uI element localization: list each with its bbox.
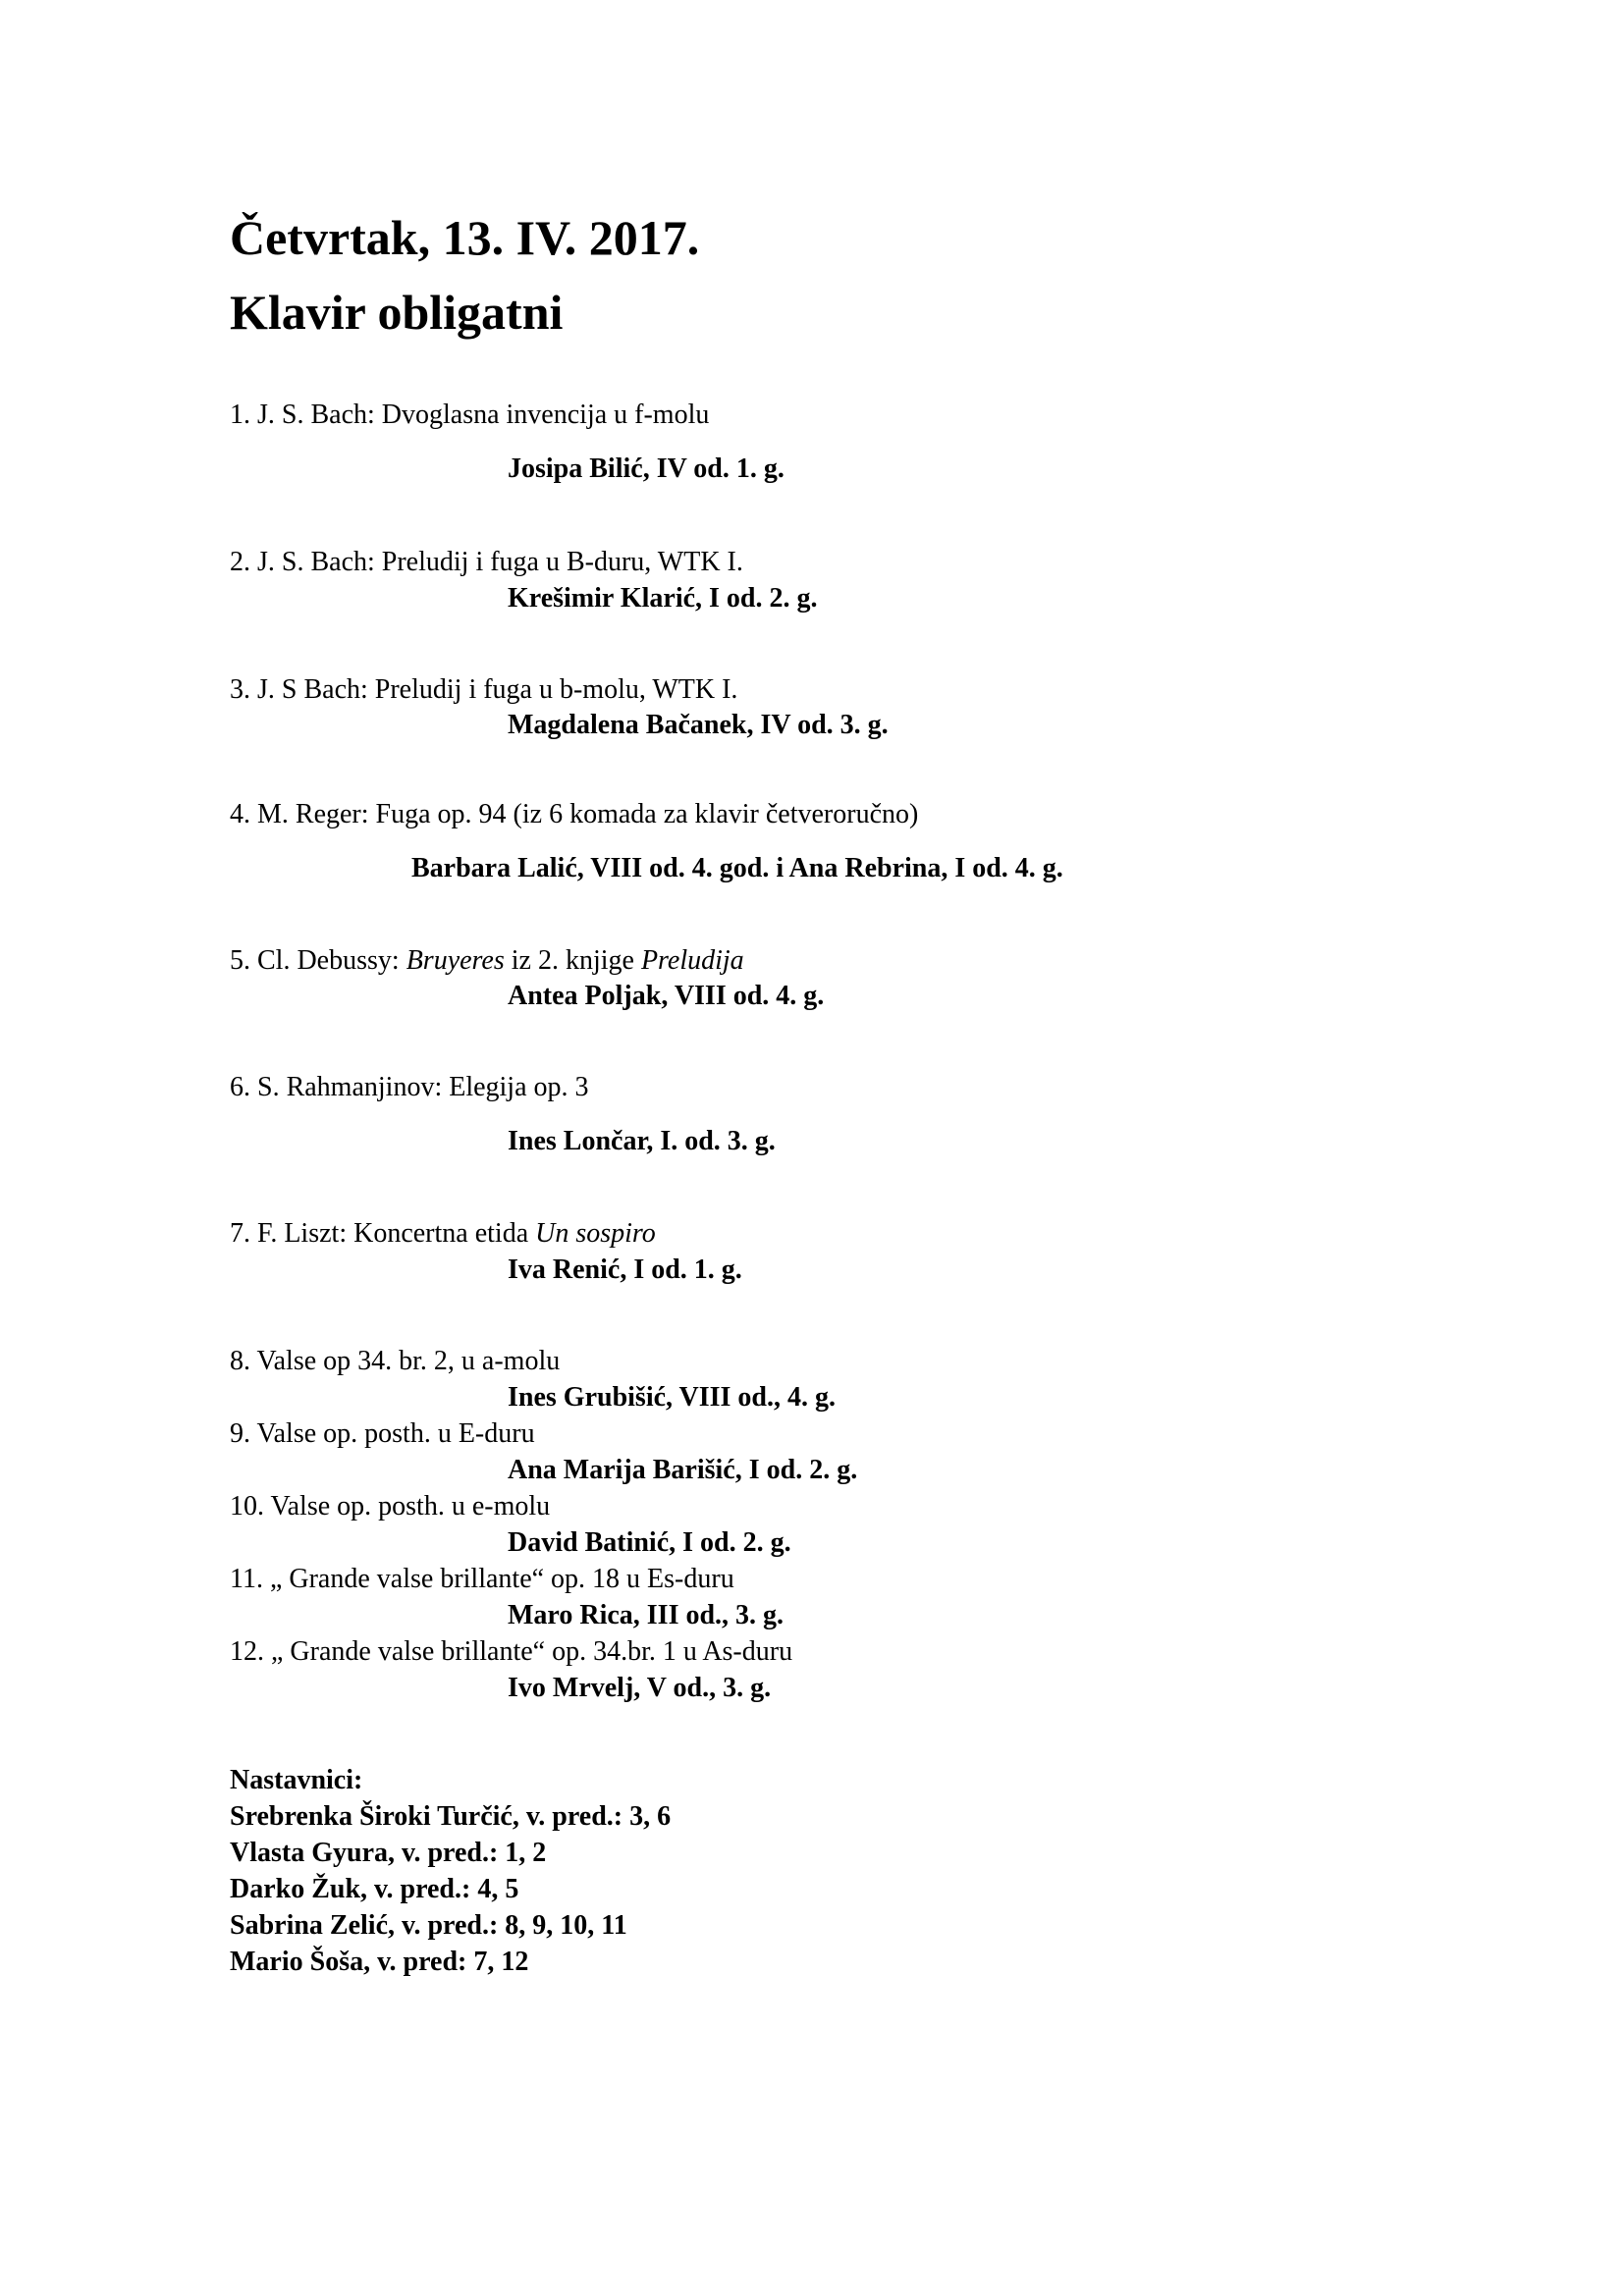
piece-5-title-italic: Bruyeres <box>406 945 505 976</box>
piece-5-title-italic-2: Preludija <box>640 945 744 976</box>
program-performer-12: Ivo Mrvelj, V od., 3. g. <box>508 1673 772 1703</box>
teachers-heading: Nastavnici: <box>230 1765 363 1795</box>
page-title-date: Četvrtak, 13. IV. 2017. <box>230 210 700 265</box>
program-piece-12: 12. „ Grande valse brillante“ op. 34.br. 1 u As-duru <box>230 1636 793 1667</box>
piece-7-prefix: 7. F. Liszt: Koncertna etida <box>230 1218 536 1249</box>
program-piece-2: 2. J. S. Bach: Preludij i fuga u B-duru, WTK I. <box>230 547 743 577</box>
program-piece-8: 8. Valse op 34. br. 2, u a-molu <box>230 1346 561 1376</box>
program-piece-1: 1. J. S. Bach: Dvoglasna invencija u f-molu <box>230 400 710 430</box>
program-performer-3: Magdalena Bačanek, IV od. 3. g. <box>508 710 889 740</box>
piece-7-title-italic: Un sospiro <box>535 1218 656 1249</box>
program-performer-10: David Batinić, I od. 2. g. <box>508 1527 791 1558</box>
teacher-item: Sabrina Zelić, v. pred.: 8, 9, 10, 11 <box>230 1910 627 1941</box>
piece-5-middle: iz 2. knjige <box>504 945 641 976</box>
program-piece-5 <box>230 944 744 978</box>
program-performer-5: Antea Poljak, VIII od. 4. g. <box>508 981 825 1011</box>
program-performer-1: Josipa Bilić, IV od. 1. g. <box>508 454 785 484</box>
program-piece-3: 3. J. S Bach: Preludij i fuga u b-molu, WTK I. <box>230 674 738 705</box>
program-piece-4: 4. M. Reger: Fuga op. 94 (iz 6 komada za klavir četveroručno) <box>230 799 919 829</box>
program-performer-6: Ines Lončar, I. od. 3. g. <box>508 1126 776 1156</box>
piece-5-prefix: 5. Cl. Debussy: <box>230 945 406 976</box>
program-piece-9: 9. Valse op. posth. u E-duru <box>230 1418 535 1449</box>
page-subtitle: Klavir obligatni <box>230 285 564 340</box>
teacher-item: Darko Žuk, v. pred.: 4, 5 <box>230 1874 519 1904</box>
program-performer-4: Barbara Lalić, VIII od. 4. god. i Ana Rebrina, I od. 4. g. <box>411 853 1063 883</box>
teacher-item: Vlasta Gyura, v. pred.: 1, 2 <box>230 1838 547 1868</box>
program-piece-7 <box>230 1217 656 1251</box>
program-performer-9: Ana Marija Barišić, I od. 2. g. <box>508 1455 858 1485</box>
program-piece-6: 6. S. Rahmanjinov: Elegija op. 3 <box>230 1072 589 1102</box>
program-piece-10: 10. Valse op. posth. u e-molu <box>230 1491 551 1522</box>
program-piece-11: 11. „ Grande valse brillante“ op. 18 u Es-duru <box>230 1564 734 1594</box>
program-performer-2: Krešimir Klarić, I od. 2. g. <box>508 583 818 614</box>
teacher-item: Mario Šoša, v. pred: 7, 12 <box>230 1947 529 1977</box>
program-performer-8: Ines Grubišić, VIII od., 4. g. <box>508 1382 837 1413</box>
program-performer-11: Maro Rica, III od., 3. g. <box>508 1600 785 1630</box>
program-performer-7: Iva Renić, I od. 1. g. <box>508 1255 742 1285</box>
teacher-item: Srebrenka Široki Turčić, v. pred.: 3, 6 <box>230 1801 672 1832</box>
